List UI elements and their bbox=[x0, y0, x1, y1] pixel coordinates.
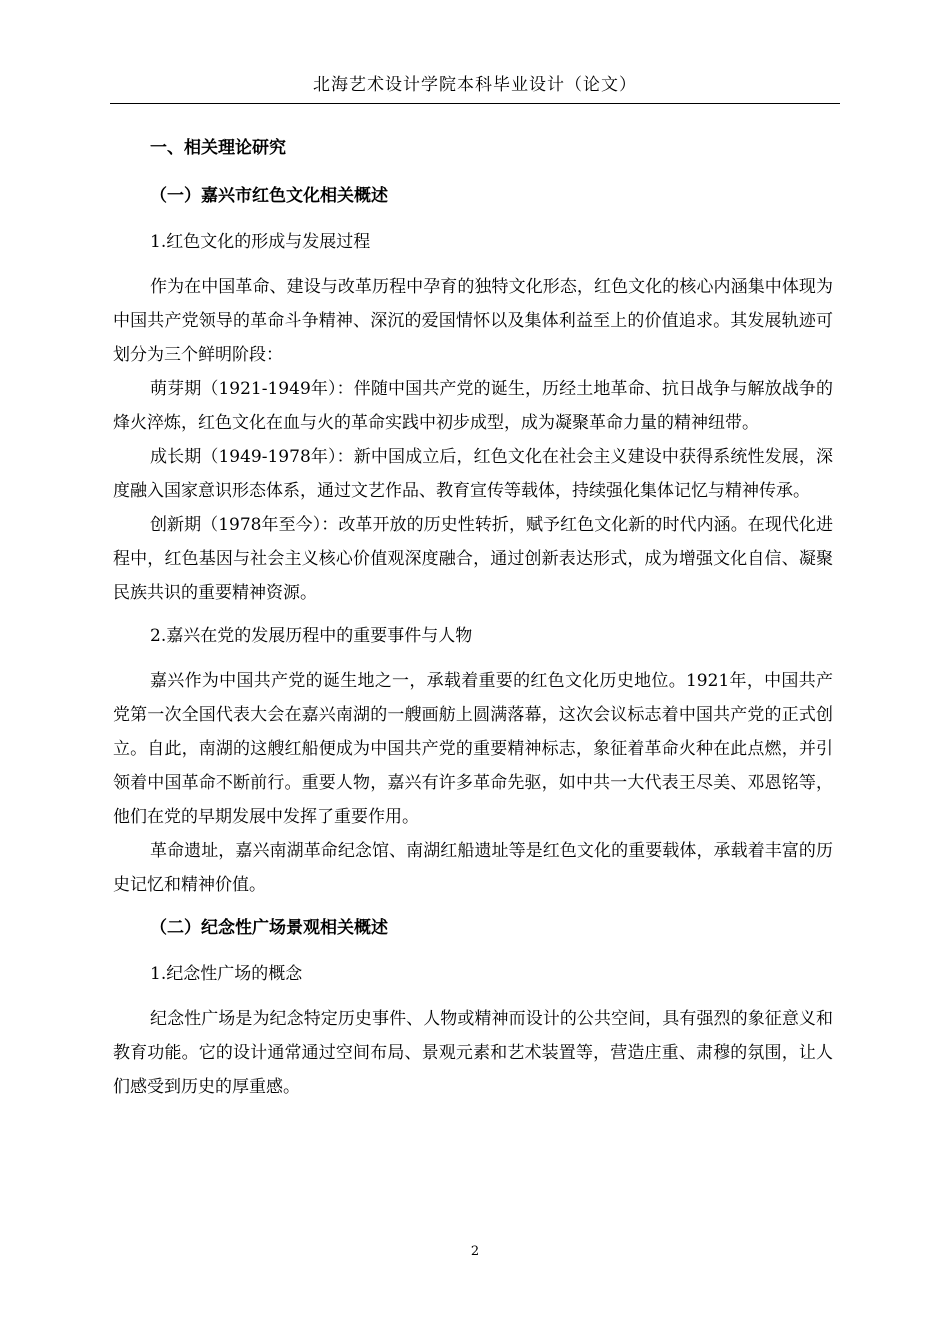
subsection-heading-1-2: 2.嘉兴在党的发展历程中的重要事件与人物 bbox=[150, 626, 473, 646]
paragraph-7: 纪念性广场是为纪念特定历史事件、人物或精神而设计的公共空间，具有强烈的象征意义和教育功能。它的设计通常通过空间布局、景观元素和艺术装置等，营造庄重、肃穆的氛围，让人们感受到历史的厚重感。 bbox=[113, 1009, 833, 1097]
paragraph-3: 成长期（1949-1978年）：新中国成立后，红色文化在社会主义建设中获得系统性发展，深度融入国家意识形态体系，通过文艺作品、教育宣传等载体，持续强化集体记忆与精神传承。 bbox=[113, 447, 833, 501]
paragraph-5: 嘉兴作为中国共产党的诞生地之一，承载着重要的红色文化历史地位。1921年，中国共产党第一次全国代表大会在嘉兴南湖的一艘画舫上圆满落幕，这次会议标志着中国共产党的正式创立。自此，南湖的这艘红船便成为中国共产党的重要精神标志，象征着革命火种在此点燃，并引领着中国革命不断前行。重要人物，嘉兴有许多革命先驱，如中共一大代表王尽美、邓恩铭等，他们在党的早期发展中发挥了重要作用。 bbox=[113, 671, 833, 827]
page-number: 2 bbox=[470, 1244, 480, 1259]
running-header: 北海艺术设计学院本科毕业设计（论文） bbox=[313, 75, 637, 95]
paragraph-6: 革命遗址，嘉兴南湖革命纪念馆、南湖红船遗址等是红色文化的重要载体，承载着丰富的历史记忆和精神价值。 bbox=[113, 841, 833, 895]
paragraph-4: 创新期（1978年至今）：改革开放的历史性转折，赋予红色文化新的时代内涵。在现代化进程中，红色基因与社会主义核心价值观深度融合，通过创新表达形式，成为增强文化自信、凝聚民族共识的重要精神资源。 bbox=[113, 515, 833, 603]
subsection-heading-1-1: 1.红色文化的形成与发展过程 bbox=[150, 232, 371, 252]
paragraph-1: 作为在中国革命、建设与改革历程中孕育的独特文化形态，红色文化的核心内涵集中体现为中国共产党领导的革命斗争精神、深沉的爱国情怀以及集体利益至上的价值追求。其发展轨迹可划分为三个鲜明阶段： bbox=[113, 277, 833, 365]
section-heading-2: （二）纪念性广场景观相关概述 bbox=[150, 918, 388, 938]
chapter-heading: 一、相关理论研究 bbox=[150, 138, 286, 158]
page-body bbox=[113, 130, 833, 1104]
subsection-heading-2-1: 1.纪念性广场的概念 bbox=[150, 964, 303, 984]
paragraph-2: 萌芽期（1921-1949年）：伴随中国共产党的诞生，历经土地革命、抗日战争与解放战争的烽火淬炼，红色文化在血与火的革命实践中初步成型，成为凝聚革命力量的精神纽带。 bbox=[113, 379, 833, 433]
header-rule bbox=[110, 103, 840, 104]
section-heading-1: （一）嘉兴市红色文化相关概述 bbox=[150, 186, 388, 206]
